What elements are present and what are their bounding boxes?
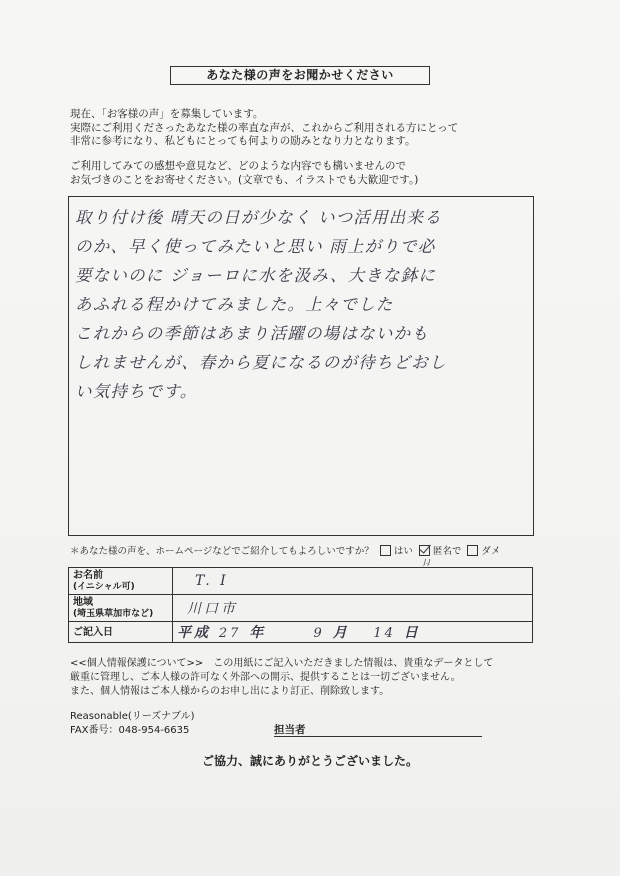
handwritten-comment	[75, 203, 529, 406]
company-info	[70, 710, 195, 738]
name-value: T. I	[195, 573, 229, 589]
handwritten-line: のか、早く使ってみたいと思い 雨上がりで必	[75, 237, 436, 256]
intro-line: 非常に参考になり、私どもにとっても何よりの励みとなり力となります。	[70, 135, 416, 147]
year-unit: 年	[249, 625, 267, 641]
name-row	[69, 568, 533, 595]
date-row	[69, 622, 533, 643]
form-title: あなた様の声をお聞かせください	[170, 66, 430, 85]
region-row	[69, 595, 533, 622]
name-label: お名前	[73, 569, 103, 581]
handwritten-line: い気持ちです。	[75, 382, 198, 401]
region-value: 川口市	[187, 601, 238, 617]
date-field[interactable]	[173, 622, 533, 643]
consent-yes-checkbox[interactable]	[380, 545, 391, 556]
day-unit: 日	[403, 625, 421, 641]
consent-anonymous-label: 匿名で	[432, 546, 462, 557]
privacy-notice	[70, 657, 493, 699]
staff-signature-line[interactable]	[274, 736, 482, 737]
handwritten-line: しれませんが、春から夏になるのが待ちどおし	[75, 353, 447, 372]
request-text	[70, 160, 418, 187]
company-name: Reasonable(リーズナブル)	[70, 711, 195, 722]
privacy-line: 厳重に管理し、ご本人様の許可なく外部への開示、提供することは一切ございません。	[70, 672, 461, 683]
month-unit: 月	[332, 625, 350, 641]
initials-note: J.J	[424, 558, 431, 566]
intro-line: 実際にご利用くださったあなた様の率直な声が、これからご利用される方にとって	[70, 121, 459, 134]
region-sublabel: (埼玉県草加市など)	[73, 608, 154, 619]
intro-line: 現在、「お客様の声」を募集しています。	[70, 108, 264, 120]
date-label-cell	[69, 622, 173, 643]
comment-box[interactable]	[68, 196, 534, 536]
year-value: 27	[218, 626, 242, 641]
privacy-line: <<個人情報保護について>> この用紙にご記入いただきました情報は、貴重なデータとして	[70, 658, 494, 669]
era-label: 平成	[177, 625, 211, 641]
thanks-message: ご協力、誠にありがとうございました。	[201, 754, 418, 768]
region-field[interactable]	[173, 595, 533, 622]
month-value: 9	[313, 626, 325, 641]
intro-text	[70, 108, 458, 149]
handwritten-line: 取り付け後 晴天の日が少なく いつ活用出来る	[75, 208, 442, 227]
region-label: 地域	[73, 596, 93, 608]
day-value: 14	[373, 626, 396, 641]
date-label: ご記入日	[73, 626, 113, 638]
name-field[interactable]	[173, 568, 533, 595]
name-sublabel: (イニシャル可)	[73, 581, 135, 592]
request-line: ご利用してみての感想や意見など、どのような内容でも構いませんので	[70, 160, 406, 172]
request-line: お気づきのことをお寄せください。(文章でも、イラストでも大歓迎です。)	[70, 173, 419, 186]
handwritten-line: あふれる程かけてみました。上々でした	[75, 295, 394, 314]
handwritten-line: 要ないのに ジョーロに水を汲み、大きな鉢に	[75, 266, 437, 285]
consent-no-label: ダメ	[481, 546, 501, 557]
info-table	[68, 567, 533, 643]
consent-question	[70, 543, 500, 557]
handwritten-line: これからの季節はあまり活躍の場はないかも	[75, 324, 429, 343]
consent-question-text: ＊あなた様の声を、ホームページなどでご紹介してもよろしいですか？	[70, 546, 374, 557]
region-label-cell	[69, 595, 173, 622]
name-label-cell	[69, 568, 173, 595]
consent-anonymous-checkbox[interactable]	[419, 545, 430, 556]
consent-yes-label: はい	[393, 546, 413, 557]
fax-number: FAX番号：048-954-6635	[70, 725, 190, 736]
staff-label: 担当者	[274, 724, 306, 736]
privacy-line: また、個人情報はご本人様からのお申し出により訂正、削除致します。	[70, 686, 390, 697]
consent-no-checkbox[interactable]	[467, 545, 478, 556]
